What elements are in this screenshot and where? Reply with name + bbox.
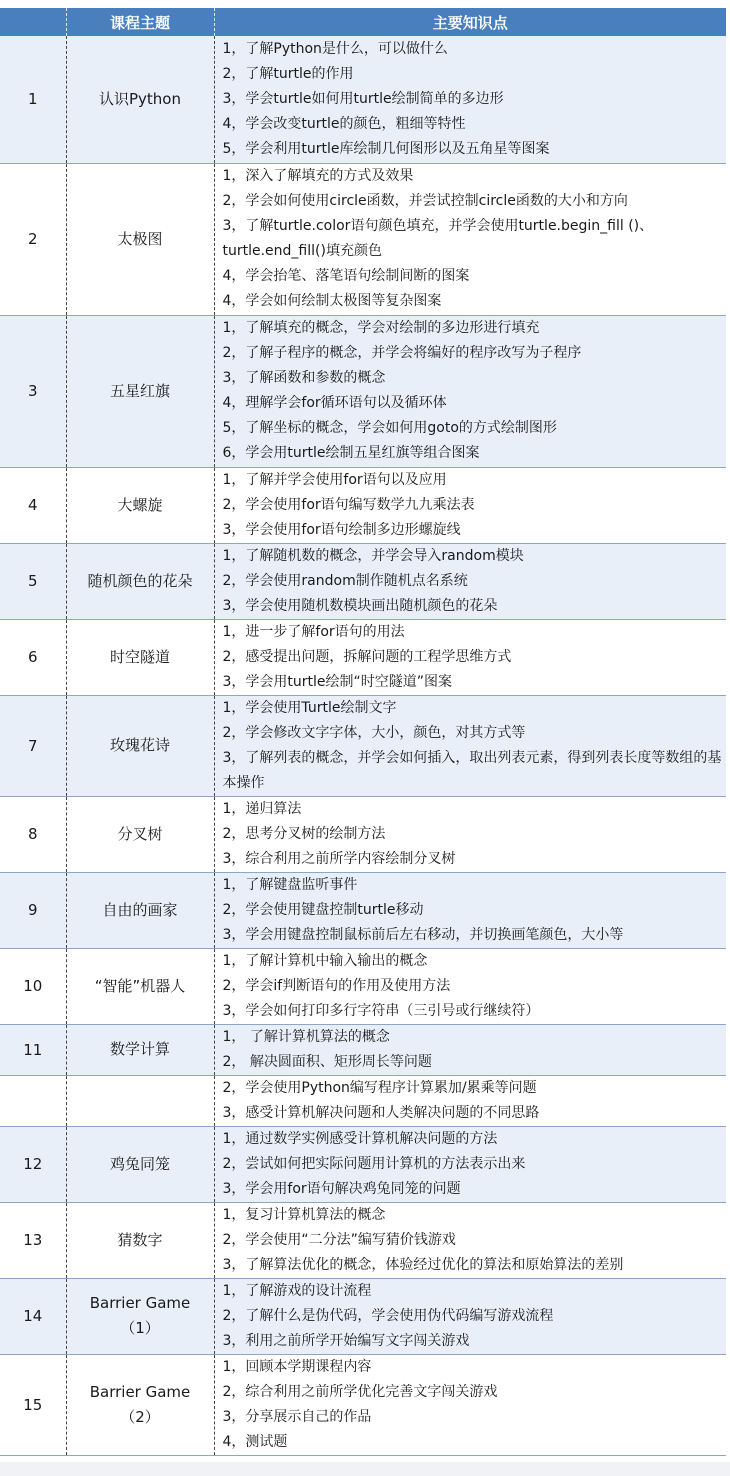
lesson-topic-line: “智能”机器人: [94, 976, 186, 995]
lesson-number: 14: [0, 1278, 66, 1354]
knowledge-point: 2，学会修改文字字体，大小，颜色，对其方式等: [222, 724, 526, 741]
knowledge-point: 1，回顾本学期课程内容: [222, 1358, 372, 1375]
lesson-topic-line: Barrier Game: [89, 1382, 191, 1401]
knowledge-point: 2，了解turtle的作用: [222, 65, 354, 82]
knowledge-point: 3，学会使用随机数模块画出随机颜色的花朵: [222, 597, 498, 614]
lesson-topic: [66, 163, 214, 315]
table-body: [0, 36, 726, 1455]
curriculum-table-container: [0, 8, 726, 1456]
knowledge-points: [214, 315, 726, 467]
knowledge-point: 1，深入了解填充的方式及效果: [222, 168, 414, 184]
knowledge-point: 3，学会使用for语句绘制多边形螺旋线: [222, 521, 461, 538]
lesson-number: 5: [0, 543, 66, 619]
knowledge-points: [214, 619, 726, 695]
knowledge-point: 2，了解子程序的概念，并学会将编好的程序改写为子程序: [222, 345, 582, 361]
knowledge-points: [214, 1202, 726, 1278]
knowledge-points: [214, 467, 726, 543]
lesson-topic: [66, 1354, 214, 1455]
knowledge-point: 4，学会抬笔、落笔语句绘制间断的图案: [222, 268, 470, 284]
table-row: [0, 1202, 726, 1278]
knowledge-point: 2，学会使用random制作随机点名系统: [222, 572, 468, 589]
table-row: [0, 36, 726, 163]
knowledge-point: 6，学会用turtle绘制五星红旗等组合图案: [222, 445, 480, 461]
lesson-topic-line: 随机颜色的花朵: [87, 571, 193, 590]
knowledge-point: 1，递归算法: [222, 800, 302, 817]
table-row: [0, 543, 726, 619]
bottom-band: [0, 1462, 730, 1476]
table-row: [0, 1354, 726, 1455]
knowledge-point: 3，综合利用之前所学内容绘制分叉树: [222, 850, 456, 867]
lesson-topic-line: 太极图: [117, 229, 163, 248]
lesson-topic: [66, 619, 214, 695]
knowledge-point: 1，通过数学实例感受计算机解决问题的方法: [222, 1130, 498, 1147]
lesson-topic-line: 自由的画家: [102, 900, 178, 919]
knowledge-point: 4，学会改变turtle的颜色，粗细等特性: [222, 115, 466, 132]
lesson-topic: [66, 948, 214, 1024]
knowledge-points: [214, 543, 726, 619]
knowledge-points: [214, 36, 726, 163]
knowledge-point: 3，学会如何打印多行字符串（三引号或行继续符）: [222, 1002, 540, 1019]
header-points: 主要知识点: [214, 8, 726, 36]
table-header-row: [0, 8, 726, 36]
knowledge-point: 2，学会如何使用circle函数，并尝试控制circle函数的大小和方向: [222, 193, 628, 209]
knowledge-point: 1，了解Python是什么，可以做什么: [222, 40, 448, 57]
lesson-topic: [66, 36, 214, 163]
lesson-topic-line: （2）: [120, 1407, 160, 1426]
lesson-number: 12: [0, 1126, 66, 1202]
knowledge-point: 2，学会使用for语句编写数学九九乘法表: [222, 496, 475, 513]
knowledge-points: [214, 163, 726, 315]
header-index: [0, 8, 66, 36]
knowledge-point: 3，学会turtle如何用turtle绘制简单的多边形: [222, 90, 504, 107]
lesson-topic-line: （1）: [120, 1319, 160, 1337]
lesson-topic: [66, 1075, 214, 1126]
lesson-number: 9: [0, 872, 66, 948]
knowledge-point: 5，了解坐标的概念，学会如何用goto的方式绘制图形: [222, 420, 557, 436]
lesson-topic-line: 大螺旋: [117, 495, 163, 514]
knowledge-point: 3，利用之前所学开始编写文字闯关游戏: [222, 1332, 470, 1349]
table-row: [0, 948, 726, 1024]
knowledge-point: 3，学会用turtle绘制“时空隧道”图案: [222, 673, 453, 690]
lesson-topic-line: 猜数字: [117, 1230, 163, 1249]
lesson-topic-line: 玫瑰花诗: [109, 736, 170, 754]
lesson-topic: [66, 695, 214, 796]
knowledge-point: 3，了解列表的概念，并学会如何插入，取出列表元素，得到列表长度等数组的基本操作: [222, 749, 722, 791]
knowledge-point: 1，了解填充的概念，学会对绘制的多边形进行填充: [222, 320, 540, 336]
header-topic: 课程主题: [66, 8, 214, 36]
lesson-topic-line: 数学计算: [109, 1040, 170, 1058]
knowledge-point: 2，学会使用Python编写程序计算累加/累乘等问题: [222, 1079, 537, 1096]
knowledge-points: [214, 1278, 726, 1354]
knowledge-points: [214, 1075, 726, 1126]
knowledge-point: 1，进一步了解for语句的用法: [222, 623, 405, 640]
lesson-number: 4: [0, 467, 66, 543]
lesson-topic: [66, 1024, 214, 1075]
lesson-number: 7: [0, 695, 66, 796]
knowledge-point: 2，尝试如何把实际问题用计算机的方法表示出来: [222, 1155, 526, 1172]
knowledge-point: 1，学会使用Turtle绘制文字: [222, 699, 397, 716]
lesson-topic-line: Barrier Game: [89, 1294, 191, 1312]
lesson-number: 10: [0, 948, 66, 1024]
lesson-topic-line: 时空隧道: [109, 647, 170, 666]
lesson-number: 1: [0, 36, 66, 163]
knowledge-point: 3，了解算法优化的概念，体验经过优化的算法和原始算法的差别: [222, 1256, 624, 1273]
table-row: [0, 315, 726, 467]
lesson-number: 6: [0, 619, 66, 695]
knowledge-point: 2，感受提出问题，拆解问题的工程学思维方式: [222, 648, 512, 665]
lesson-topic: [66, 1126, 214, 1202]
lesson-topic-line: 分叉树: [117, 824, 163, 843]
knowledge-point: 2，了解什么是伪代码，学会使用伪代码编写游戏流程: [222, 1307, 554, 1324]
lesson-number: 15: [0, 1354, 66, 1455]
lesson-topic-line: 鸡兔同笼: [109, 1154, 170, 1173]
table-row: [0, 796, 726, 872]
lesson-topic: [66, 467, 214, 543]
lesson-topic: [66, 543, 214, 619]
table-row: [0, 163, 726, 315]
knowledge-point: 2，学会使用键盘控制turtle移动: [222, 901, 424, 918]
lesson-topic: [66, 796, 214, 872]
knowledge-point: 4，理解学会for循环语句以及循环体: [222, 395, 447, 411]
lesson-number: 2: [0, 163, 66, 315]
knowledge-point: 1，了解计算机中输入输出的概念: [222, 952, 428, 969]
knowledge-point: 2，学会if判断语句的作用及使用方法: [222, 977, 451, 994]
knowledge-point: 1，了解并学会使用for语句以及应用: [222, 471, 447, 488]
knowledge-point: 5，学会利用turtle库绘制几何图形以及五角星等图案: [222, 140, 550, 157]
knowledge-point: 2，思考分叉树的绘制方法: [222, 825, 386, 842]
lesson-topic: [66, 315, 214, 467]
lesson-topic: [66, 872, 214, 948]
knowledge-point: 3，学会用for语句解决鸡兔同笼的问题: [222, 1180, 461, 1197]
knowledge-points: [214, 1024, 726, 1075]
table-row: [0, 1278, 726, 1354]
knowledge-point: 1，复习计算机算法的概念: [222, 1206, 386, 1223]
lesson-number: 11: [0, 1024, 66, 1075]
knowledge-point: 3，感受计算机解决问题和人类解决问题的不同思路: [222, 1104, 540, 1121]
knowledge-point: 1， 了解计算机算法的概念: [222, 1028, 390, 1045]
table-row: [0, 467, 726, 543]
table-row: [0, 1075, 726, 1126]
table-row: [0, 619, 726, 695]
lesson-number: 3: [0, 315, 66, 467]
knowledge-points: [214, 695, 726, 796]
knowledge-points: [214, 796, 726, 872]
curriculum-table: [0, 8, 726, 1456]
knowledge-point: 1，了解键盘监听事件: [222, 876, 358, 893]
lesson-number: [0, 1075, 66, 1126]
lesson-topic: [66, 1278, 214, 1354]
lesson-number: 8: [0, 796, 66, 872]
knowledge-point: 3，了解turtle.color语句颜色填充，并学会使用turtle.begin_fill ()、turtle.end_fill()填充颜色: [222, 218, 654, 259]
lesson-topic-line: 五星红旗: [109, 381, 170, 400]
knowledge-points: [214, 872, 726, 948]
knowledge-point: 2，学会使用“二分法”编写猜价钱游戏: [222, 1231, 456, 1248]
table-row: [0, 872, 726, 948]
knowledge-point: 3，学会用键盘控制鼠标前后左右移动，并切换画笔颜色，大小等: [222, 926, 624, 943]
table-row: [0, 1126, 726, 1202]
knowledge-point: 4，学会如何绘制太极图等复杂图案: [222, 293, 442, 309]
knowledge-points: [214, 948, 726, 1024]
knowledge-points: [214, 1126, 726, 1202]
table-row: [0, 695, 726, 796]
knowledge-point: 3，了解函数和参数的概念: [222, 370, 386, 386]
knowledge-points: [214, 1354, 726, 1455]
knowledge-point: 3，分享展示自己的作品: [222, 1408, 372, 1425]
knowledge-point: 1，了解随机数的概念，并学会导入random模块: [222, 547, 524, 564]
table-row: [0, 1024, 726, 1075]
knowledge-point: 2， 解决圆面积、矩形周长等问题: [222, 1053, 432, 1070]
lesson-number: 13: [0, 1202, 66, 1278]
lesson-topic-line: 认识Python: [99, 89, 181, 108]
knowledge-point: 1，了解游戏的设计流程: [222, 1282, 372, 1299]
lesson-topic: [66, 1202, 214, 1278]
knowledge-point: 2，综合利用之前所学优化完善文字闯关游戏: [222, 1383, 498, 1400]
knowledge-point: 4，测试题: [222, 1433, 288, 1450]
